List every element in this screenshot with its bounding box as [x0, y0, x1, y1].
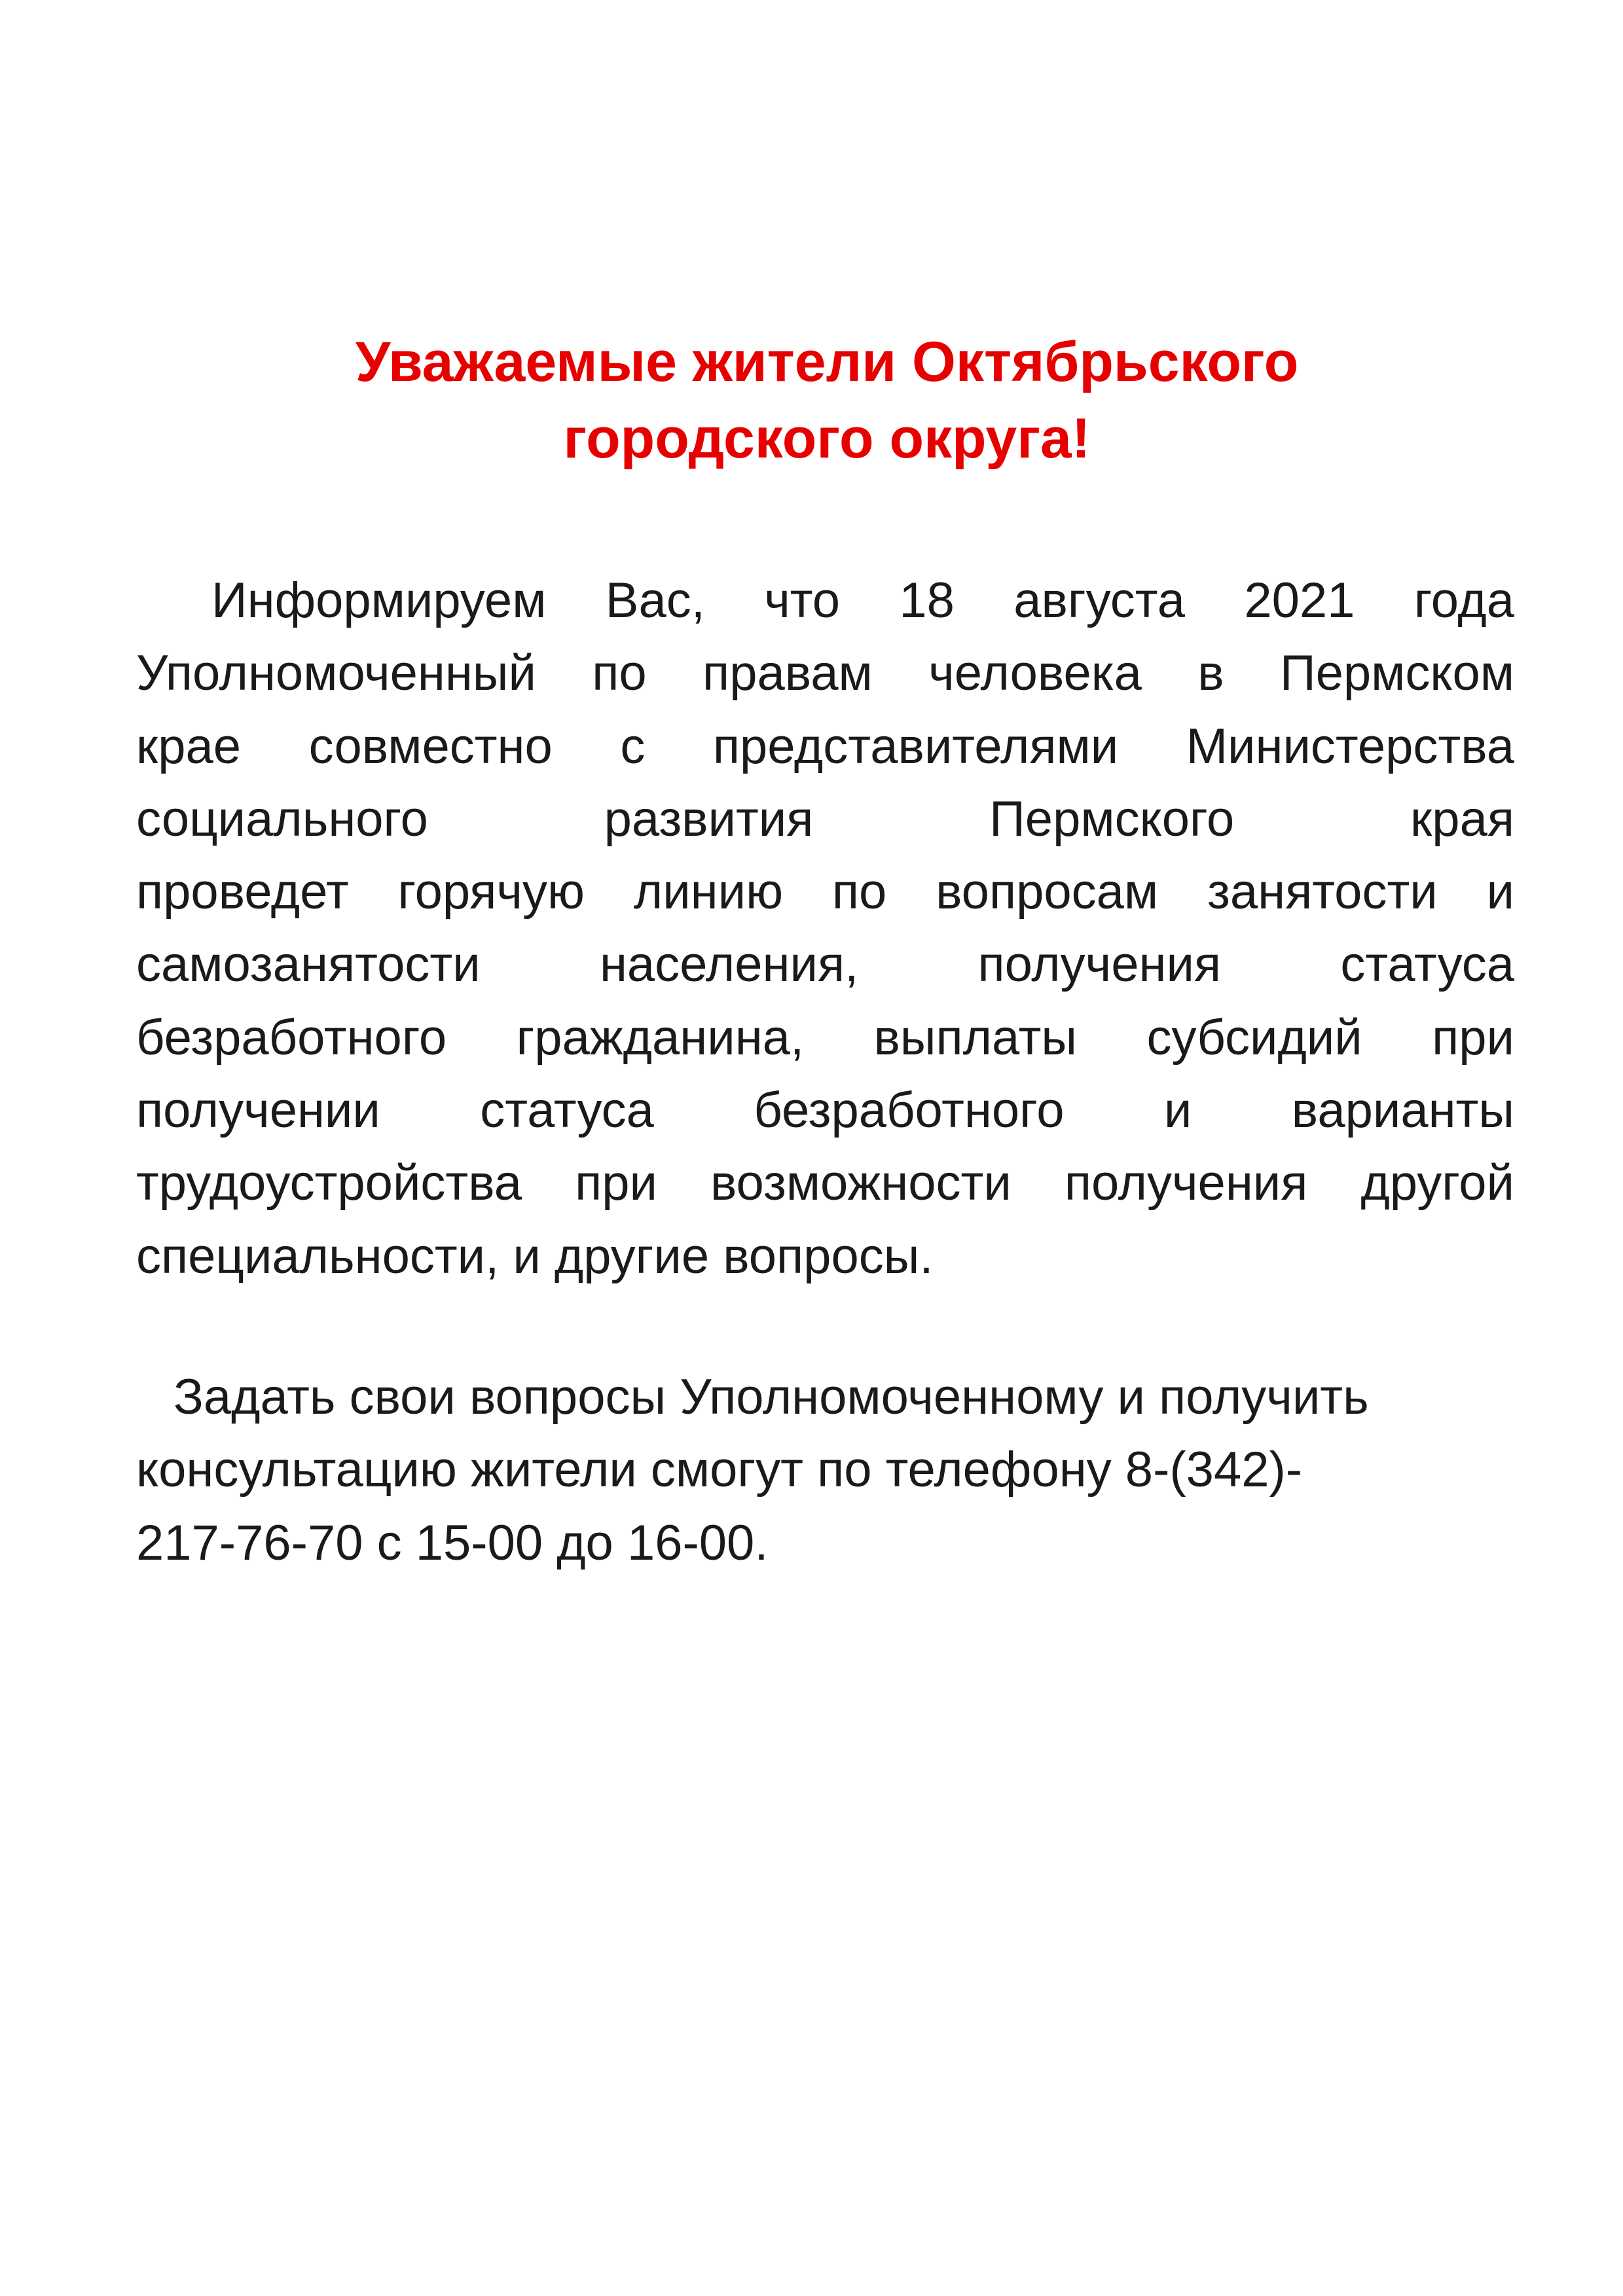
paragraph-line: трудоустройства при возможности получения другой [136, 1155, 1514, 1211]
paragraph-line: Уполномоченный по правам человека в Пермском [136, 645, 1514, 702]
paragraph-line: самозанятости населения, получения статуса [136, 937, 1514, 993]
paragraph-line: специальности, и другие вопросы. [136, 1228, 934, 1284]
paragraph-line: получении статуса безработного и варианты [136, 1083, 1514, 1139]
paragraph-line: крае совместно с представителями Министерства [136, 718, 1514, 774]
contact-paragraph [136, 1361, 1514, 1579]
title-line: городского округа! [563, 407, 1091, 470]
title-line: Уважаемые жители Октябрьского [355, 331, 1299, 393]
notice-title [136, 324, 1518, 477]
paragraph-line: Информируем Вас, что 18 августа 2021 года [211, 573, 1514, 628]
paragraph-line: проведет горячую линию по вопросам занятости и [136, 864, 1514, 920]
paragraph-line: Задать свои вопросы Уполномоченному и получить [173, 1369, 1369, 1425]
paragraph-line: социального развития Пермского края [136, 791, 1514, 847]
paragraph-line: безработного гражданина, выплаты субсидий при [136, 1009, 1514, 1066]
hotline-info-paragraph [136, 564, 1514, 1293]
paragraph-line: консультацию жители смогут по телефону 8-(342)- [136, 1442, 1303, 1498]
phone-and-hours-line: 217-76-70 с 15-00 до 16-00. [136, 1515, 769, 1571]
